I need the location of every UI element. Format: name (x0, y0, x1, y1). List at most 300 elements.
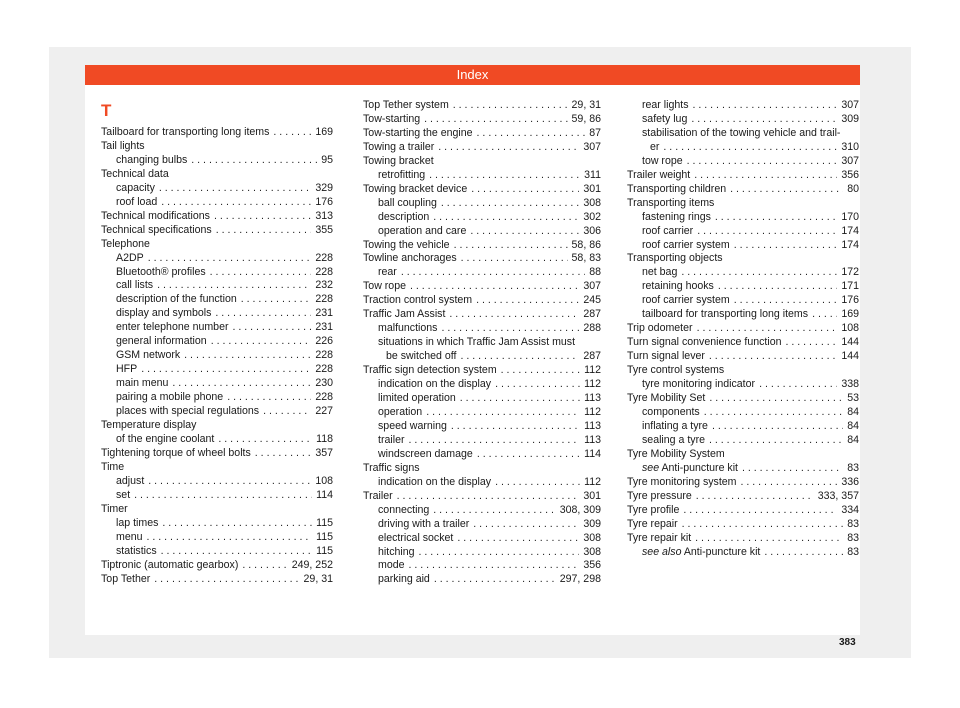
dot-leader (471, 183, 579, 197)
dot-leader (161, 545, 312, 559)
index-entry-text: description of the function (116, 293, 237, 306)
index-entry (627, 127, 859, 141)
dot-leader (715, 211, 837, 225)
index-entry-term (116, 349, 180, 363)
index-entry-term (116, 405, 259, 419)
index-entry (101, 182, 333, 196)
index-entry-text: Tyre repair kit (627, 531, 692, 544)
dot-leader (734, 239, 838, 253)
index-entry-text: Anti-puncture kit (683, 545, 761, 558)
page-reference: 114 (316, 488, 333, 501)
index-entry (101, 154, 333, 168)
page-reference: 308 (583, 531, 601, 544)
index-entry-term (378, 336, 575, 350)
page-reference: 336 (841, 475, 859, 488)
index-entry (363, 239, 601, 253)
dot-leader (696, 490, 814, 504)
index-entry-text: hitching (378, 545, 415, 558)
dot-leader (470, 225, 579, 239)
dot-leader (441, 322, 579, 336)
index-entry (101, 363, 333, 377)
dot-leader (473, 518, 579, 532)
index-entry-term (363, 490, 393, 504)
page-reference: 144 (841, 350, 859, 363)
index-entry-text: description (378, 210, 430, 223)
index-entry-term (116, 154, 187, 168)
index-entry-text: tow rope (642, 154, 683, 167)
dot-leader (693, 99, 838, 113)
index-entry (363, 420, 601, 434)
page-reference: 356 (583, 559, 601, 572)
index-entry (627, 155, 859, 169)
index-entry (363, 336, 601, 350)
index-entry (363, 476, 601, 490)
index-entry-term (101, 238, 150, 252)
index-entry-text: rear lights (642, 99, 689, 111)
index-entry-term (642, 280, 714, 294)
index-entry-term (101, 168, 169, 182)
index-entry-text: Towing bracket (363, 154, 434, 167)
page-reference: 174 (841, 224, 859, 237)
index-entry-term (116, 307, 211, 321)
index-entry (627, 392, 859, 406)
page-reference: 329 (315, 181, 333, 194)
dot-leader (712, 420, 843, 434)
index-entry-text: Top Tether (101, 572, 151, 585)
index-entry-term (642, 99, 689, 113)
index-entry-term (116, 279, 153, 293)
dot-leader (214, 210, 311, 224)
page-reference: 87 (589, 126, 601, 139)
index-entry-text: Timer (101, 502, 128, 515)
index-entry-term (378, 169, 425, 183)
dot-leader (457, 532, 579, 546)
dot-leader (501, 364, 580, 378)
index-entry-term (116, 266, 206, 280)
index-entry-text: Tyre control systems (627, 364, 725, 377)
index-entry-text: indication on the display (378, 378, 492, 391)
index-entry (101, 238, 333, 252)
index-entry-text: lap times (116, 516, 159, 529)
page-reference: 228 (315, 363, 333, 376)
index-entry-text: adjust (116, 474, 145, 487)
page-reference: 309 (583, 517, 601, 530)
index-entry (627, 336, 859, 350)
page-reference: 112 (584, 378, 601, 391)
page-reference: 311 (584, 168, 601, 181)
dot-leader (211, 335, 312, 349)
index-entry-text: Trailer (363, 489, 393, 502)
index-entry-term (378, 532, 453, 546)
dot-leader (697, 225, 837, 239)
index-entry (101, 140, 333, 154)
index-entry-text: Tail lights (101, 139, 145, 152)
index-entry-term (101, 461, 124, 475)
index-entry-term (116, 517, 158, 531)
page-reference: 308 (583, 545, 601, 558)
page-reference: 228 (315, 349, 333, 362)
dot-leader (451, 420, 580, 434)
index-entry-term (378, 322, 437, 336)
index-entry-term (363, 462, 420, 476)
index-entry (627, 266, 859, 280)
index-entry (363, 141, 601, 155)
index-entry (101, 461, 333, 475)
index-entry-term (116, 196, 157, 210)
index-entry-term (101, 447, 251, 461)
index-entry-text: Turn signal lever (627, 350, 705, 363)
page-reference: 169 (841, 308, 859, 321)
index-entry (363, 490, 601, 504)
index-entry (101, 377, 333, 391)
index-entry-text: retaining hooks (642, 280, 714, 293)
index-entry (363, 169, 601, 183)
page-reference: 171 (841, 280, 859, 293)
page-reference: 95 (321, 153, 333, 166)
page-reference: 287 (583, 308, 601, 321)
index-entry-text: A2DP (116, 251, 144, 264)
index-entry-text: Tyre Mobility System (627, 447, 725, 460)
index-entry-text: Tow-starting the engine (363, 126, 473, 139)
dot-leader (255, 447, 312, 461)
index-entry-text: mode (378, 559, 405, 572)
index-entry-text: pairing a mobile phone (116, 391, 224, 404)
dot-leader (218, 433, 312, 447)
index-entry-text: changing bulbs (116, 153, 188, 166)
index-entry-term (116, 531, 143, 545)
index-entry (627, 183, 859, 197)
index-entry (627, 239, 859, 253)
index-entry-term (116, 293, 237, 307)
dot-leader (148, 475, 311, 489)
index-entry-term (627, 448, 725, 462)
index-entry (627, 225, 859, 239)
page-reference: 108 (315, 474, 333, 487)
index-entry-text: Bluetooth® profiles (116, 265, 206, 278)
index-entry-text: Tyre Mobility Set (627, 392, 706, 405)
page-reference: 174 (841, 238, 859, 251)
index-entry (627, 546, 859, 560)
page-reference: 170 (841, 210, 859, 223)
index-entry-text: Transporting children (627, 182, 727, 195)
index-entry-text: Tyre profile (627, 503, 680, 516)
index-entry (101, 545, 333, 559)
page-reference: 309 (841, 112, 859, 125)
page-reference: 338 (841, 378, 859, 391)
index-entry-text: Transporting objects (627, 252, 723, 265)
dot-leader (709, 350, 837, 364)
dot-leader (682, 518, 844, 532)
index-entry-term (627, 490, 692, 504)
index-entry-text: GSM network (116, 349, 181, 362)
dot-leader (718, 280, 837, 294)
dot-leader (426, 406, 580, 420)
index-entry (363, 183, 601, 197)
index-entry (101, 307, 333, 321)
index-entry (627, 294, 859, 308)
index-entry-text: Top Tether system (363, 99, 449, 111)
index-entry-text: set (116, 488, 131, 501)
index-entry-text: Technical modifications (101, 209, 210, 222)
dot-leader (409, 559, 580, 573)
page-reference: 113 (584, 419, 601, 432)
dot-leader (159, 182, 311, 196)
index-entry-text: Traffic sign detection system (363, 364, 497, 377)
index-entry (363, 266, 601, 280)
index-entry-text: call lists (116, 279, 154, 292)
index-entry-text: trailer (378, 433, 405, 446)
index-entry-term (642, 211, 711, 225)
page-reference: 83 (847, 461, 859, 474)
index-entry-term (642, 127, 840, 141)
index-entry-text: malfunctions (378, 322, 438, 335)
index-entry-term (116, 252, 144, 266)
page-reference: 108 (841, 322, 859, 335)
dot-leader (216, 224, 312, 238)
index-entry-term (642, 434, 705, 448)
dot-leader (460, 392, 580, 406)
index-entry-term (650, 141, 659, 155)
page-reference: 58, 83 (571, 252, 601, 265)
page-reference: 301 (583, 182, 601, 195)
index-entry-text: Trailer weight (627, 168, 691, 181)
index-entry-term (363, 141, 434, 155)
index-entry-text: stabilisation of the towing vehicle and trail- (642, 126, 841, 139)
index-entry-text: places with special regulations (116, 405, 260, 418)
index-column-3 (627, 99, 859, 559)
page-reference: 357 (315, 446, 333, 459)
index-entry (101, 349, 333, 363)
index-entry-term (378, 420, 447, 434)
page-reference: 84 (847, 405, 859, 418)
dot-leader (227, 391, 311, 405)
index-entry-term (116, 377, 168, 391)
dot-leader (741, 476, 838, 490)
index-entry-text: parking aid (378, 573, 430, 586)
index-entry (363, 518, 601, 532)
index-entry-term (378, 378, 491, 392)
index-column-1 (101, 126, 333, 586)
page-reference: 144 (841, 336, 859, 349)
index-entry (363, 127, 601, 141)
index-entry-text: roof carrier (642, 224, 694, 237)
page-reference: 112 (584, 364, 601, 377)
page-reference: 356 (841, 168, 859, 181)
page-reference: 58, 86 (571, 238, 601, 251)
dot-leader (697, 322, 838, 336)
index-entry-term (363, 252, 457, 266)
index-entry-term (363, 280, 406, 294)
index-entry-term (642, 113, 687, 127)
index-entry-term (363, 308, 445, 322)
page-reference: 230 (315, 377, 333, 390)
dot-leader (410, 280, 579, 294)
index-entry (101, 335, 333, 349)
dot-leader (191, 154, 317, 168)
index-entry (363, 155, 601, 169)
index-entry (101, 126, 333, 140)
dot-leader (687, 155, 838, 169)
dot-leader (154, 573, 299, 587)
index-entry-text: electrical socket (378, 531, 454, 544)
index-entry-text: situations in which Traffic Jam Assist must (378, 336, 576, 349)
index-entry-text: operation (378, 405, 423, 418)
page-reference: 176 (315, 195, 333, 208)
dot-leader (691, 113, 837, 127)
page-reference: 333, 357 (817, 489, 859, 502)
page-reference: 231 (315, 321, 333, 334)
index-entry (627, 476, 859, 490)
page-reference: 228 (315, 293, 333, 306)
index-entry (627, 211, 859, 225)
index-entry-text: display and symbols (116, 307, 212, 320)
dot-leader (495, 378, 580, 392)
index-entry (363, 113, 601, 127)
index-entry (627, 99, 859, 113)
index-entry-text: inflating a tyre (642, 419, 708, 432)
page-reference: 249, 252 (291, 558, 333, 571)
index-entry-term (116, 545, 157, 559)
page-reference: 113 (584, 392, 601, 405)
index-entry (363, 322, 601, 336)
index-entry-text: enter telephone number (116, 321, 229, 334)
page-reference: 53 (847, 392, 859, 405)
index-entry (627, 252, 859, 266)
index-entry-text: connecting (378, 503, 430, 516)
index-entry (101, 531, 333, 545)
index-entry-term (363, 294, 472, 308)
index-entry-term (627, 336, 782, 350)
dot-leader (681, 266, 837, 280)
page-reference: 172 (841, 266, 859, 279)
index-entry-term (642, 155, 683, 169)
index-entry (101, 405, 333, 419)
index-entry (363, 546, 601, 560)
index-entry-text: Towline anchorages (363, 252, 457, 265)
index-entry-term (378, 518, 469, 532)
index-entry-term (363, 127, 473, 141)
page-reference: 302 (583, 210, 601, 223)
index-entry (101, 503, 333, 517)
dot-leader (704, 406, 843, 420)
dot-leader (241, 293, 312, 307)
dot-leader (233, 321, 312, 335)
index-entry-term (378, 434, 405, 448)
index-entry-text: Transporting items (627, 196, 715, 209)
dot-leader (476, 294, 579, 308)
index-entry-text: roof load (116, 195, 158, 208)
dot-leader (433, 211, 579, 225)
index-entry (627, 504, 859, 518)
index-entry (101, 321, 333, 335)
page-reference: 83 (847, 531, 859, 544)
dot-leader (419, 546, 580, 560)
index-entry (101, 573, 333, 587)
index-entry-term (378, 546, 415, 560)
index-entry (363, 197, 601, 211)
index-entry-term (116, 363, 137, 377)
index-entry (627, 406, 859, 420)
index-entry-text: Tightening torque of wheel bolts (101, 446, 251, 459)
index-entry (101, 475, 333, 489)
page-reference: 84 (847, 433, 859, 446)
index-entry-term (101, 126, 269, 140)
dot-leader (495, 476, 580, 490)
dot-leader (695, 532, 843, 546)
index-entry (363, 294, 601, 308)
index-entry-term (378, 211, 429, 225)
page-reference: 308 (583, 196, 601, 209)
index-entry-text: capacity (116, 181, 155, 194)
index-entry-text: roof carrier system (642, 238, 730, 251)
index-entry-term (378, 504, 429, 518)
index-entry-text: Time (101, 460, 125, 473)
index-entry (101, 489, 333, 503)
index-entry-term (642, 239, 730, 253)
index-entry (627, 280, 859, 294)
dot-leader (397, 490, 580, 504)
index-entry (363, 504, 601, 518)
dot-leader (477, 448, 580, 462)
index-entry-text: operation and care (378, 224, 467, 237)
index-entry (627, 350, 859, 364)
index-entry-term (378, 197, 437, 211)
index-entry (627, 518, 859, 532)
page-reference: 29, 31 (303, 572, 333, 585)
index-entry-term (363, 239, 450, 253)
index-entry-text: Traction control system (363, 294, 473, 307)
dot-leader (663, 141, 837, 155)
index-entry-term (101, 559, 238, 573)
index-entry-term (386, 350, 456, 364)
page-reference: 297, 298 (559, 573, 601, 586)
index-entry (363, 364, 601, 378)
index-entry (627, 141, 859, 155)
dot-leader (148, 252, 312, 266)
index-entry-text: net bag (642, 266, 678, 279)
index-entry-text: main menu (116, 377, 169, 390)
dot-leader (453, 99, 568, 113)
page-reference: 115 (316, 530, 333, 543)
index-entry (101, 517, 333, 531)
index-entry-term (116, 391, 223, 405)
dot-leader (759, 378, 837, 392)
index-entry-term (378, 559, 405, 573)
index-entry (627, 322, 859, 336)
index-entry (101, 447, 333, 461)
index-entry (627, 197, 859, 211)
index-entry-term (378, 225, 466, 239)
index-entry-term (116, 182, 155, 196)
index-entry (627, 532, 859, 546)
dot-leader (172, 377, 311, 391)
page-reference: 80 (847, 182, 859, 195)
index-entry (363, 406, 601, 420)
index-entry (363, 573, 601, 587)
index-entry (363, 448, 601, 462)
index-entry (101, 559, 333, 573)
index-entry-text: Tyre monitoring system (627, 475, 737, 488)
index-entry (363, 280, 601, 294)
index-entry-term (642, 546, 760, 560)
index-entry-term (101, 140, 145, 154)
dot-leader (147, 531, 313, 545)
index-entry-term (363, 183, 467, 197)
page-reference: 228 (315, 391, 333, 404)
cross-reference-prefix: see also (642, 545, 682, 558)
page-reference: 231 (315, 307, 333, 320)
index-entry-text: safety lug (642, 112, 688, 125)
